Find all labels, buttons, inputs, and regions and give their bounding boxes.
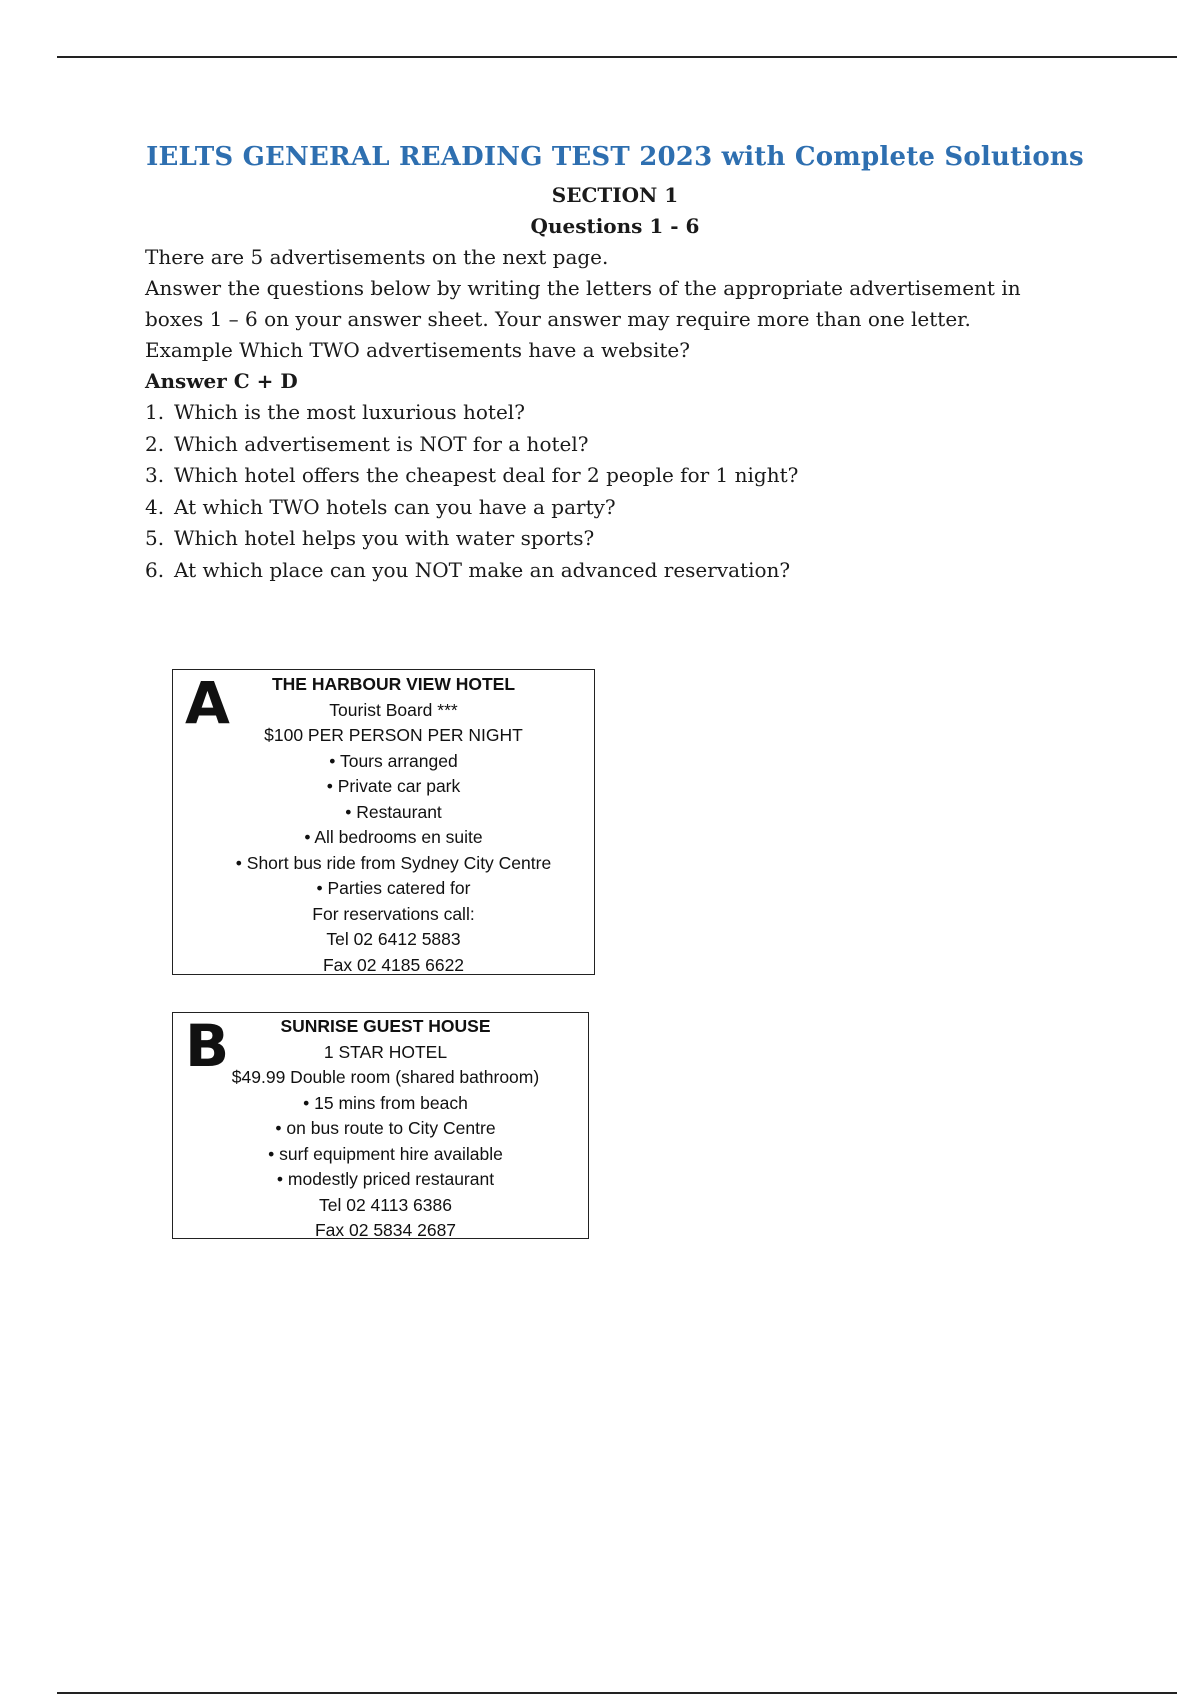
instructions-paragraph: Answer the questions below by writing the letters of the appropriate advertisement in boxes 1 – 6 on your answer sheet. Your answer may require more than one letter. <box>145 276 1021 331</box>
ad-feature: • Private car park <box>326 776 461 796</box>
bottom-rule <box>57 1692 1177 1694</box>
ad-reservations: For reservations call: <box>312 903 475 924</box>
ad-feature: • modestly priced restaurant <box>276 1169 495 1189</box>
top-rule <box>57 56 1177 58</box>
ad-feature: • Restaurant <box>345 801 442 822</box>
ad-price: $49.99 Double room (shared bathroom) <box>231 1067 540 1087</box>
ad-rating: 1 STAR HOTEL <box>323 1041 448 1062</box>
example-answer: Answer C + D <box>145 369 298 393</box>
question-item: 1. Which is the most luxurious hotel? <box>145 400 525 424</box>
question-item: 5. Which hotel helps you with water sports? <box>145 526 595 550</box>
ad-letter: B <box>185 1012 230 1080</box>
ad-feature: • All bedrooms en suite <box>304 827 483 847</box>
document-body <box>145 142 1085 586</box>
ad-fax: Fax 02 4185 6622 <box>322 954 465 975</box>
ad-fax: Fax 02 5834 2687 <box>314 1220 457 1240</box>
question-list <box>145 397 1085 586</box>
ad-rating: Tourist Board *** <box>329 699 458 720</box>
ad-hotel-name: SUNRISE GUEST HOUSE <box>280 1016 491 1036</box>
ad-tel: Tel 02 6412 5883 <box>326 929 461 949</box>
ad-price: $100 PER PERSON PER NIGHT <box>264 725 523 745</box>
section-heading: SECTION 1 <box>551 183 679 207</box>
ad-feature: • 15 mins from beach <box>303 1092 468 1113</box>
question-item: 4. At which TWO hotels can you have a party? <box>145 494 616 519</box>
ad-feature: • Parties catered for <box>316 878 471 898</box>
question-item: 3. Which hotel offers the cheapest deal for 2 people for 1 night? <box>145 463 799 487</box>
ad-feature: • surf equipment hire available <box>268 1143 503 1164</box>
ad-letter: A <box>185 669 230 737</box>
question-item: 2. Which advertisement is NOT for a hotel? <box>145 431 589 456</box>
question-item: 6. At which place can you NOT make an advanced reservation? <box>145 557 791 582</box>
ad-tel: Tel 02 4113 6386 <box>319 1194 452 1215</box>
advertisement-a <box>172 669 595 975</box>
advertisement-b <box>172 1012 589 1239</box>
document-title: IELTS GENERAL READING TEST 2023 with Complete Solutions <box>146 142 1084 172</box>
intro-line: There are 5 advertisements on the next page. <box>145 245 609 269</box>
ad-hotel-name: THE HARBOUR VIEW HOTEL <box>271 674 516 694</box>
example-line: Example Which TWO advertisements have a website? <box>145 338 690 362</box>
ad-feature: • Short bus ride from Sydney City Centre <box>235 852 552 873</box>
questions-range-heading: Questions 1 - 6 <box>530 214 700 238</box>
ad-feature: • Tours arranged <box>329 750 458 771</box>
ad-feature: • on bus route to City Centre <box>275 1118 496 1138</box>
